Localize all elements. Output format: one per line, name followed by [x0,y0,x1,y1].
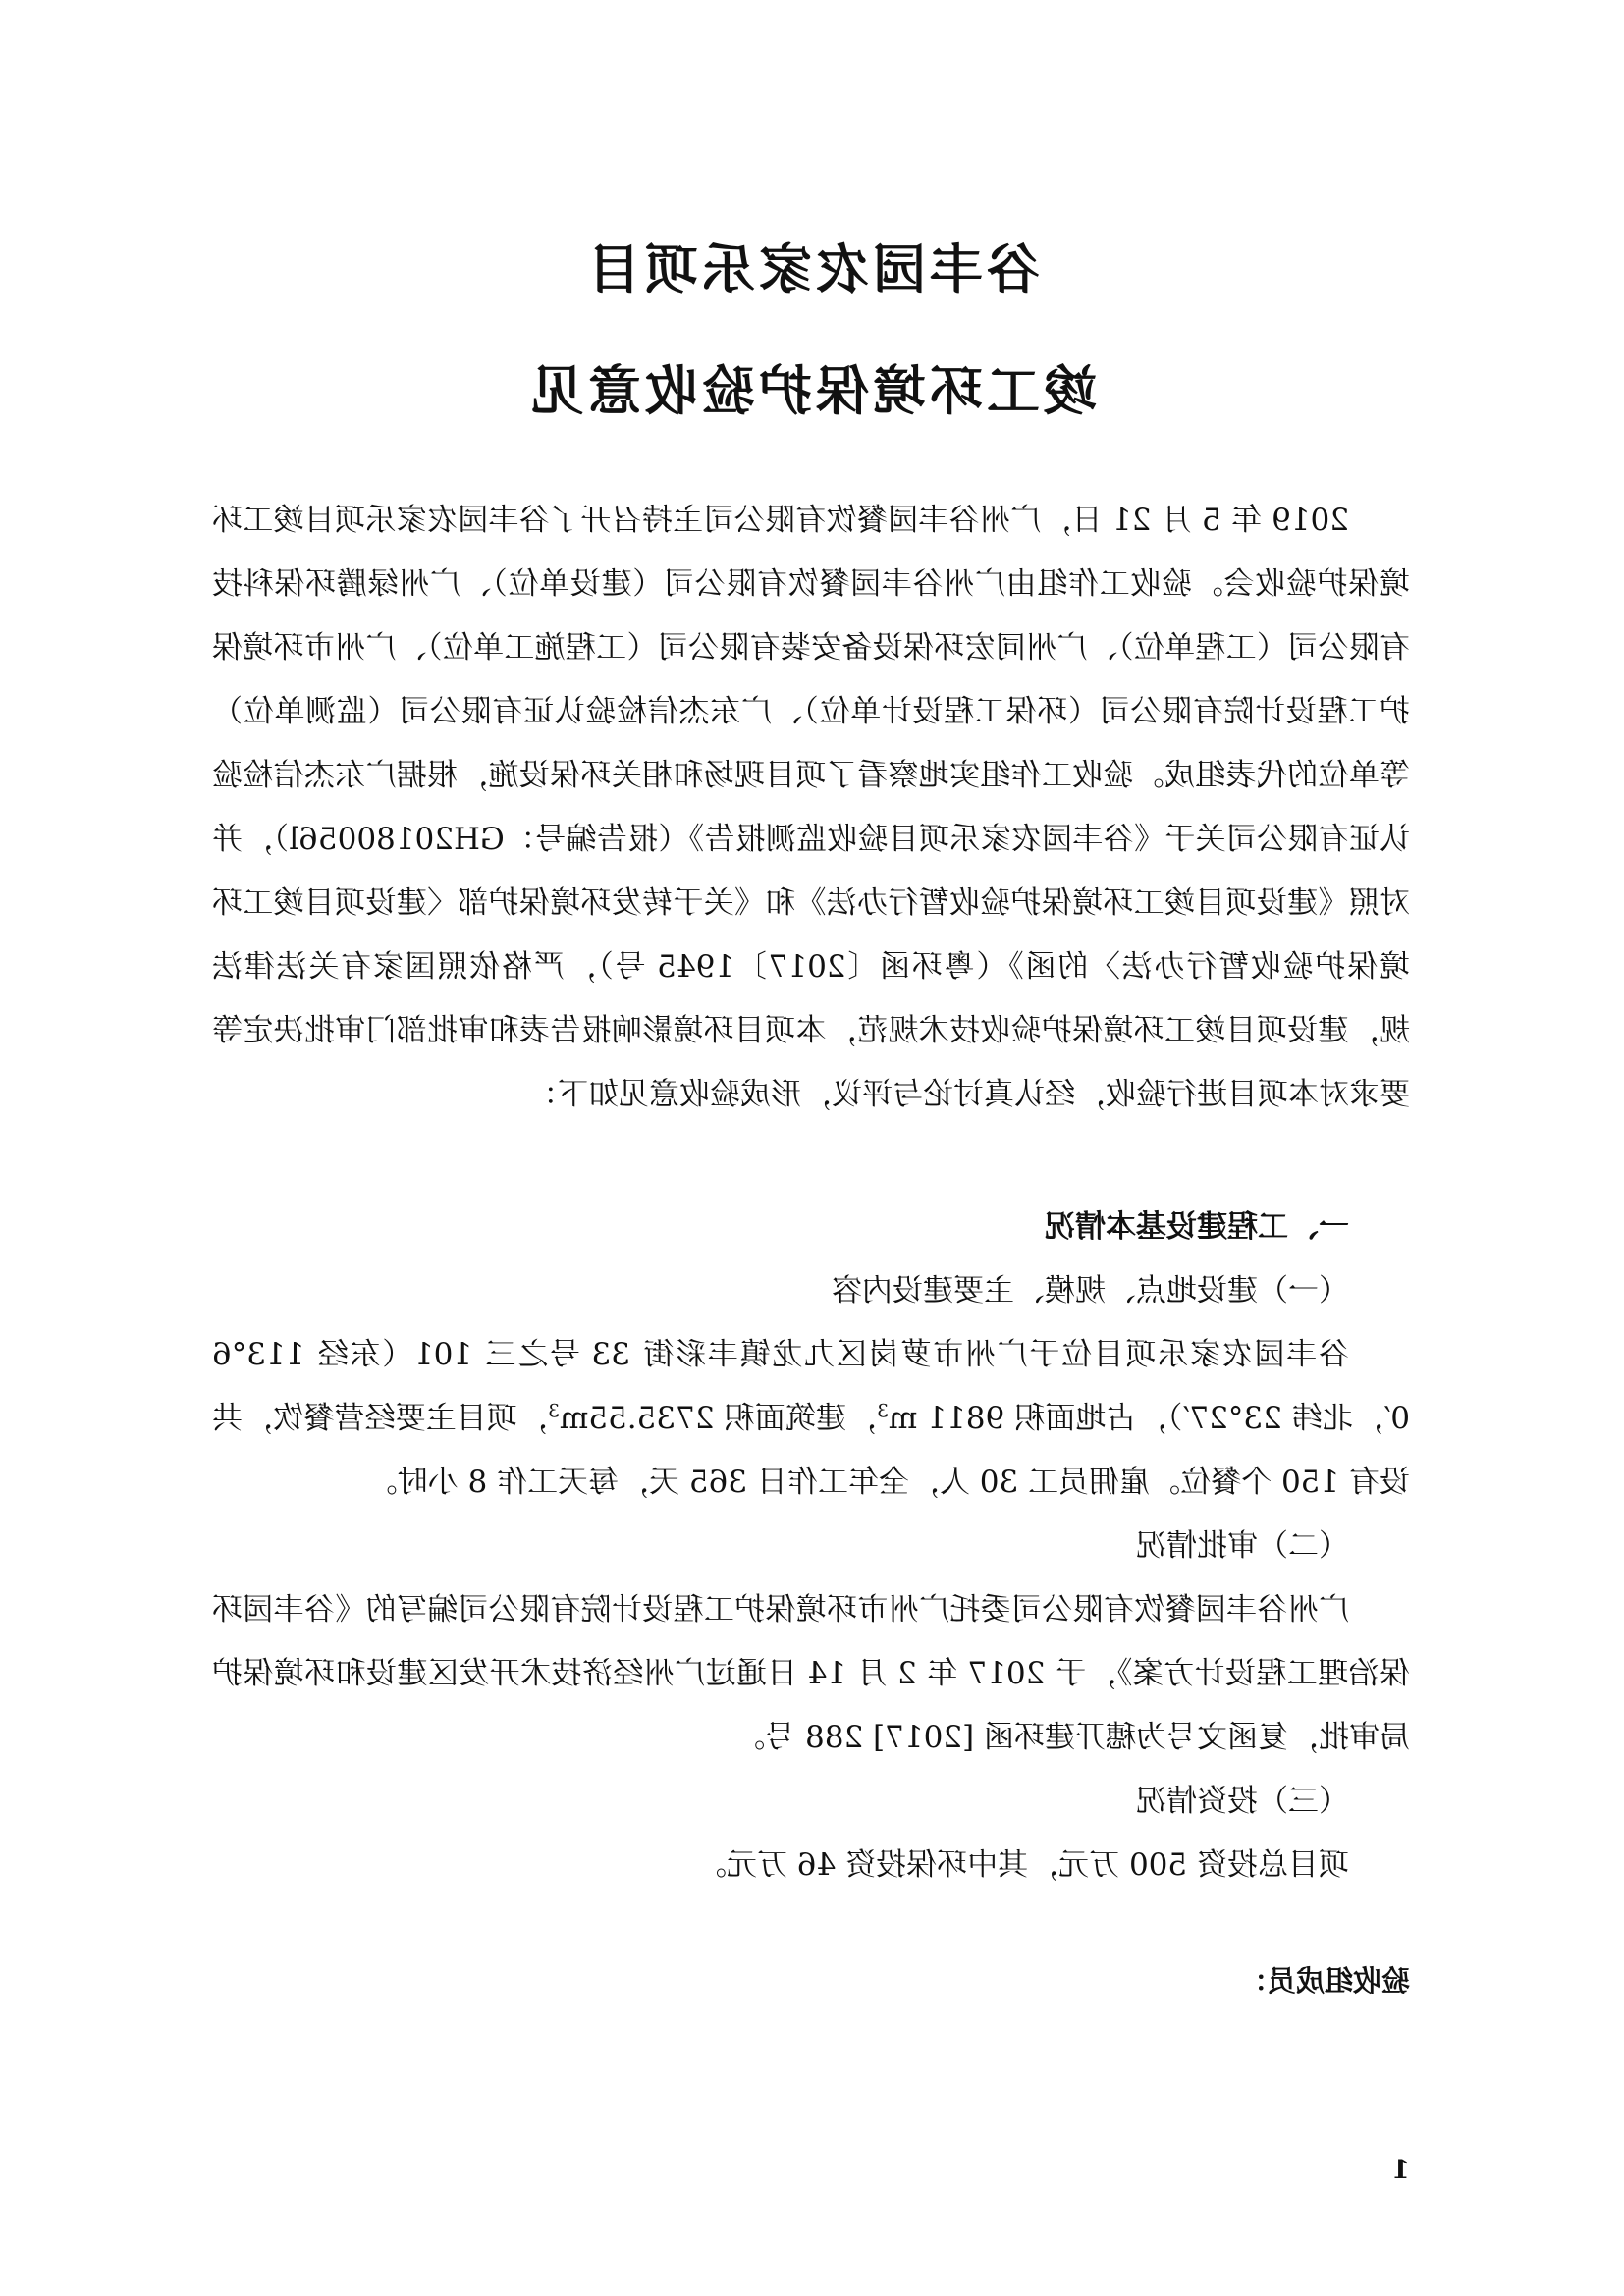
section-heading: 一、工程建设基本情况 [1045,1209,1349,1245]
subsection-heading-approval: （二）审批情况 [1136,1528,1349,1564]
subsection-heading-location: （一）建设地点、规模、主要建设内容 [832,1273,1349,1308]
location-paragraph [212,1323,1410,1515]
location-text-b: ，建筑面积 2735.55m [559,1401,878,1436]
document-title-line-2: 竣工环境保护验收意见 [527,359,1097,422]
location-text-c: ，项目主要经营餐饮，共设有 150 个餐位。雇佣员工 30 人，全年工作日 365 天，每天工作 8 小时。 [212,1401,1410,1500]
acceptance-members-label: 验收组成员： [1238,1964,1410,1998]
intro-paragraph: 2019 年 5 月 21 日，广州谷丰园餐饮有限公司主持召开了谷丰园农家乐项目竣工环境保护验收会。验收工作组由广州谷丰园餐饮有限公司（建设单位）、广州绿腾环保科技有限公司（工程单位）、广州同宏环保设备安装有限公司（工程施工单位）、广州市环境保护工程设计院有限公司（环保工程设计单位）、广东杰信检验认证有限公司（监测单位）等单位的代表组成。验收工作组实地察看了项目现场和相关环保设施，根据广东杰信检验认证有限公司关于《谷丰园农家乐项目验收监测报告》（报告编号：GH20180056l），并对照《建设项目竣工环境保护验收暂行办法》和《关于转发环境保护部〈建设项目竣工环境保护验收暂行办法〉的函》（粤环函〔2017〕1945 号），严格依照国家有关法律法规，建设项目竣工环境保护验收技术规范，本项目环境影响报告表和审批部门审批决定等要求对本项目进行验收，经认真讨论与评议，形成验收意见如下： [212,503,1410,1112]
document-title-line-1: 谷丰园农家乐项目 [584,238,1040,300]
location-text-a: 谷丰园农家乐项目位于广州市萝岗区九龙镇丰彩街 33 号之三 101（东经 113°60′，北纬 23°27′），占地面积 9811 m [212,1337,1410,1436]
page-number: 1 [1391,2156,1410,2185]
subsection-heading-investment: （三）投资情况 [1136,1784,1349,1819]
superscript-unit: 3 [877,1401,889,1422]
investment-paragraph: 项目总投资 500 万元，其中环保投资 46 万元。 [695,1847,1349,1883]
approval-paragraph: 广州谷丰园餐饮有限公司委托广州市环境保护工程设计院有限公司编写的《谷丰园环保治理工程设计方案》，于 2017 年 2 月 14 日通过广州经济技术开发区建设和环境保护局审批，复函文号为穗开建环函 [2017] 288 号。 [212,1592,1410,1755]
superscript-unit: 3 [548,1401,560,1422]
